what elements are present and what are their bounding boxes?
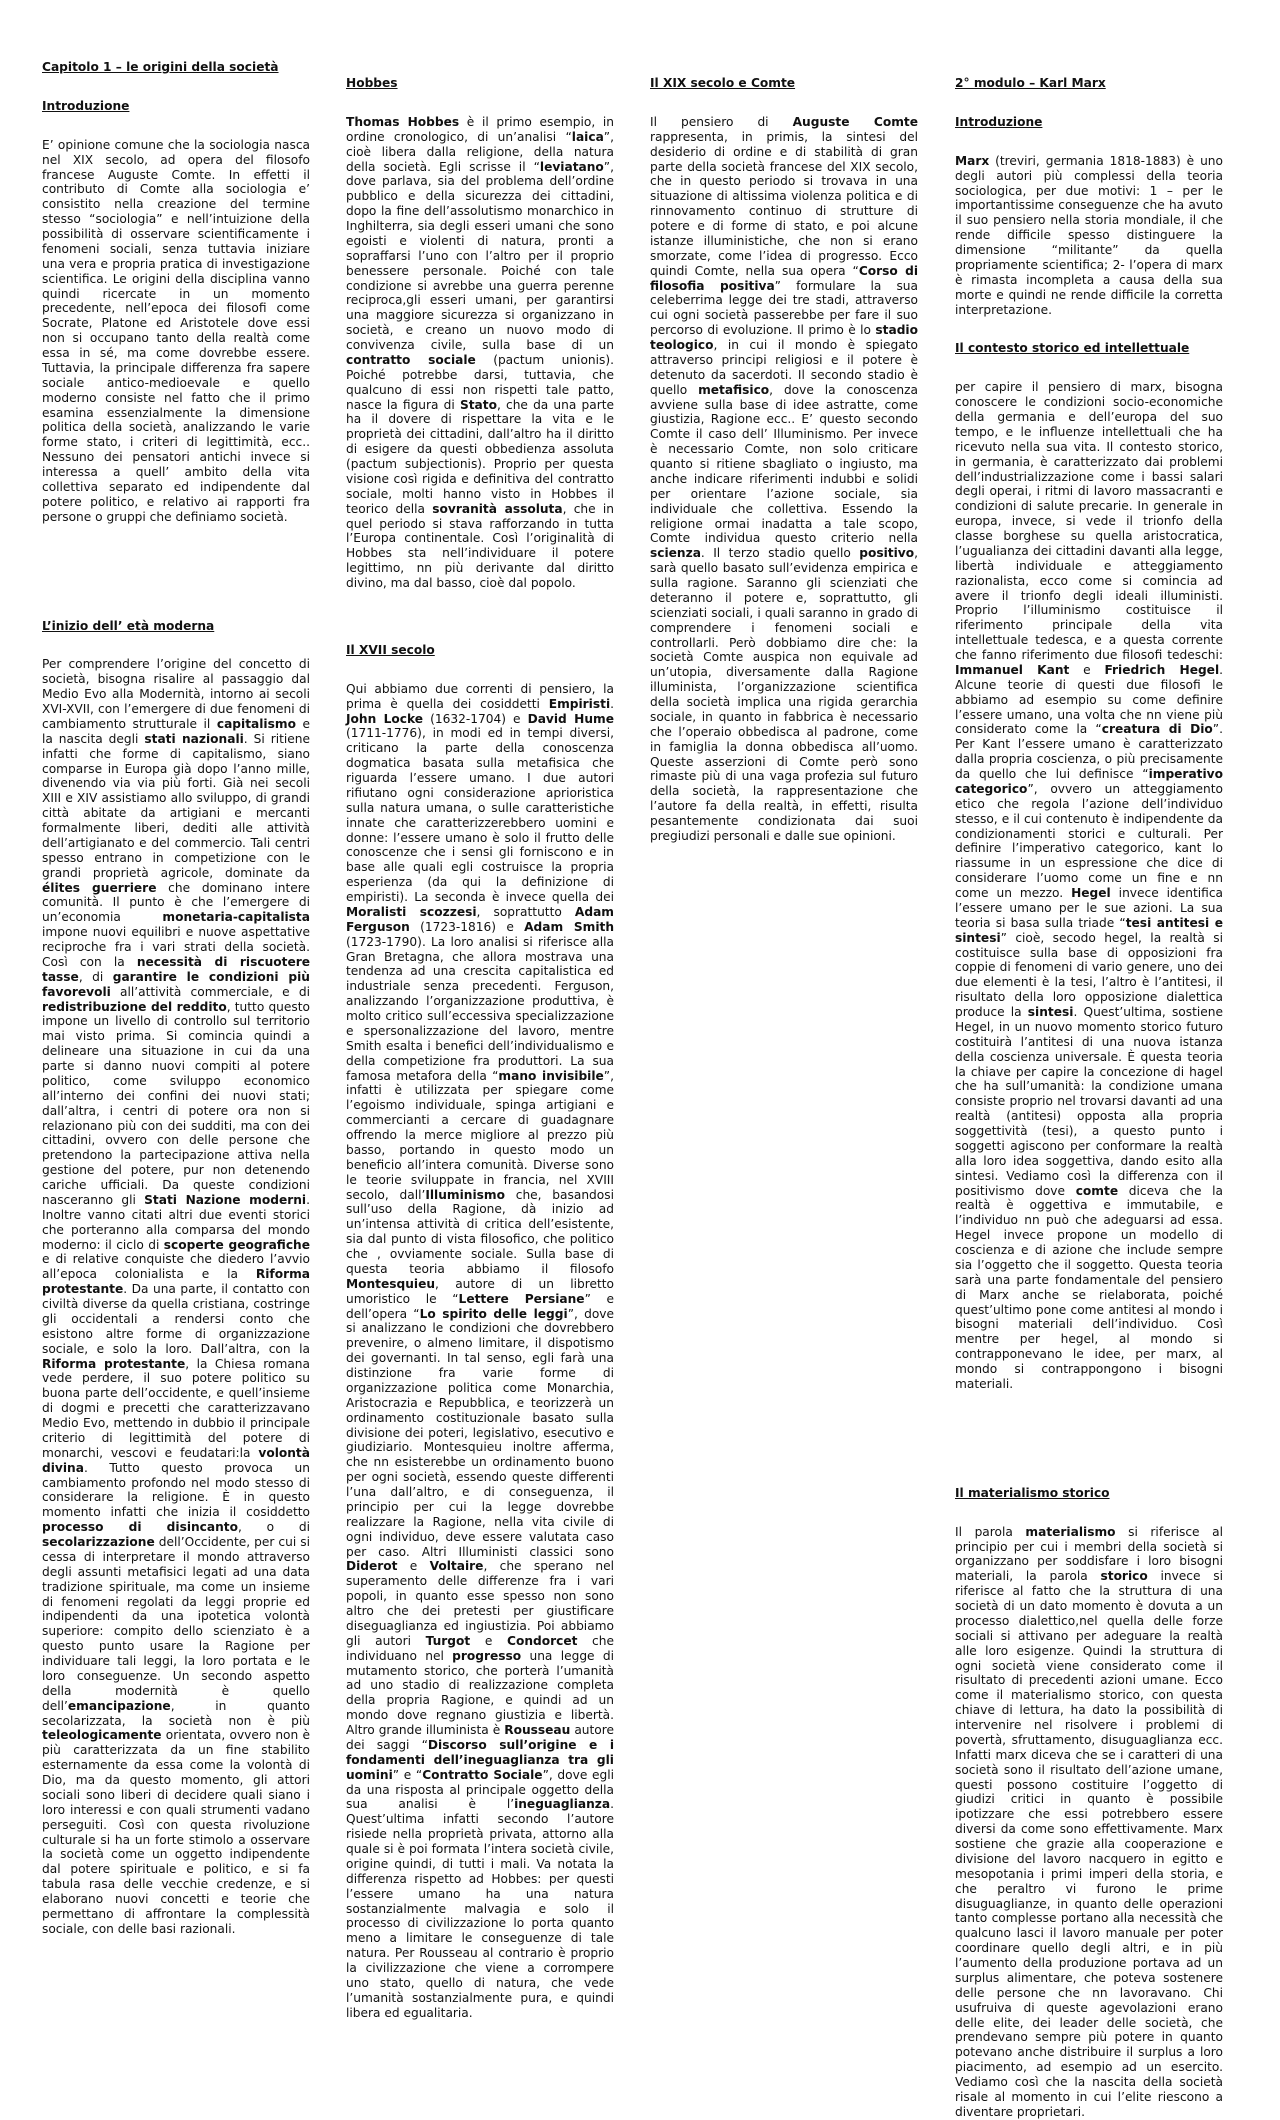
text-run: , dove la conoscenza avviene sulla base di idee astratte, come giustizia, Ragione ecc.. E’ questo secondo Comte il caso dell’ Illuminismo. Per invece è necessario Comte, non solo criticare quanto si ritiene sbagliato o ingiusto, ma anche indicare riferimenti indubbi e solidi per orientare l’azione sociale, sia individuale che collettiva. Essendo la religione ormai inadatta a tale scopo, Comte individua questo criterio nella — [650, 382, 918, 546]
section-heading-eta-moderna: L’inizio dell’ età moderna — [42, 618, 215, 633]
bold-term: Moralisti scozzesi — [346, 904, 477, 919]
bold-term: Voltaire — [429, 1559, 484, 1574]
text-run: ”, dove egli da una risposta al principale oggetto della sua analisi è l’ — [346, 1767, 614, 1812]
bold-term: Contratto Sociale — [422, 1767, 543, 1782]
bold-term: élites guerriere — [42, 880, 157, 895]
bold-term: processo di disincanto — [42, 1520, 238, 1535]
module-title: 2° modulo – Karl Marx — [955, 76, 1106, 90]
text-run: (1632-1704) e — [423, 711, 528, 726]
text-run: , che sperano nel superamento delle differenze fra i vari popoli, in quanto esse spesso non sono altro che dei pretesti per giustificare diseguaglianza ed ingiustizia. Poi abbiamo gli autori — [346, 1559, 614, 1648]
column-3 — [650, 76, 918, 844]
text-run: (1723-1790). La loro analisi si riferisce alla Gran Bretagna, che allora mostrava una tendenza ad una crescita capitalistica ed industriale senza precedenti. Ferguson, analizzando l’organizzazione produttiva, è molto critico sull’eccessiva specializzazione e spersonalizzazione del lavoro, mentre Smith esalta i benefici dell’individualismo e della competizione fra produttori. La sua famosa metafora della “ — [346, 934, 614, 1083]
text-run: che dominano intere comunità. Il punto è che l’emergere di un’economia — [42, 880, 310, 925]
bold-term: garantire le condizioni più favorevoli — [42, 969, 310, 999]
paragraph-introduzione-marx — [955, 154, 1223, 318]
bold-term: Thomas Hobbes — [346, 114, 460, 129]
text-run: ”. Per Kant l’essere umano è caratterizzato dalla propria coscienza, o più precisamente da quello che lui definisce “ — [955, 722, 1223, 781]
text-run: Il parola — [955, 1524, 1026, 1539]
column-2 — [346, 76, 614, 2021]
text-run: (pactum unionis). Poiché potrebbe darsi, tuttavia, che qualcuno di essi non rispetti tale patto, nasce la figura di — [346, 352, 614, 412]
text-run: Il pensiero di — [650, 114, 793, 129]
paragraph-contesto — [955, 380, 1223, 1392]
text-run: una legge di mutamento storico, che porterà l’umanità ad uno stadio di realizzazione completa della propria Ragione, e quindi ad un mondo dove regnano giustizia e libertà. Altro grande illuminista è — [346, 1648, 614, 1737]
bold-term: David Hume — [527, 711, 614, 726]
bold-term: leviatano — [539, 159, 604, 174]
text-run: , la Chiesa romana vede perdere, il suo potere politico su buona parte dell’occidente, e quell’insieme di dogmi e precetti che caratterizzavano Medio Evo, mettendo in dubbio il principale criterio di legittimità del potere di monarchi, vescovi e feudatari:la — [42, 1356, 310, 1460]
text-run: . Quest’ultima infatti secondo l’autore risiede nella proprietà privata, attorno alla quale si è poi formata l’intera società civile, origine quindi, di tutti i mali. Va notata la differenza rispetto ad Hobbes: per questi l’essere umano ha una natura sostanzialmente malvagia e solo il processo di civilizzazione lo porta quanto meno a limitare le conseguenze di tale natura. Per Rousseau al contrario è proprio la civilizzazione che viene a corrompere uno stato, quello di natura, che vede l’umanità sostanzialmente pura, e quindi libera ed egualitaria. — [346, 1797, 614, 2020]
text-run: che, basandosi sull’uso della Ragione, dà inizio ad un’intensa attività di critica dell’esistente, sia dal punto di vista filosofico, che politico che , ovviamente sociale. Sulla base di questa teoria abbiamo il filosofo — [346, 1187, 614, 1276]
paragraph-materialismo — [955, 1525, 1223, 2120]
paragraph-hobbes — [346, 115, 614, 591]
text-run: impone nuovi equilibri e nuove aspettative reciproche fra i vari strati della società. Così con la — [42, 925, 310, 969]
bold-term: Riforma protestante — [42, 1267, 310, 1297]
text-run: , sarà quello basato sull’evidenza empirica e sulla ragione. Saranno gli scienziati che deteranno il potere e, soprattutto, gli scienziati sociali, i quali saranno in grado di comprendere i fenomeni sociali e controllarli. Però dobbiamo dire che: la società Comte auspica non equivale ad un’utopia, diversamente dalla Ragione illuminista, l’organizzazione scientifica della società implica una rigida gerarchia sociale, in quanto in fabbrica è necessario che l’operaio obbedisca al padrone, come in famiglia la donna obbedisca all’uomo. Queste asserzioni di Comte però sono rimaste più di una vaga profezia sul futuro della società, la rappresentazione che l’autore fa della realtà, in effetti, risulta pesantemente condizionata dai suoi pregiudizi personali e dalle sue opinioni. — [650, 546, 918, 843]
text-run: Qui abbiamo due correnti di pensiero, la prima è quella dei cosiddetti — [346, 681, 614, 711]
bold-term: Adam Ferguson — [346, 904, 614, 934]
bold-term: Corso di filosofia positiva — [650, 263, 919, 293]
bold-term: capitalismo — [216, 716, 296, 731]
bold-term: laica — [571, 129, 604, 144]
bold-term: Diderot — [346, 1559, 398, 1574]
paragraph-comte — [650, 115, 918, 844]
bold-term: imperativo categorico — [955, 767, 1223, 796]
text-run: (1711-1776), in modi ed in tempi diversi, criticano la parte della conoscenza dogmatica basata sulla metafisica che riguarda l’essere umano. I due autori rifiutano ogni considerazione aprioristica sulla natura umana, o sulle caratteristiche innate che caratterizzerebbero uomini e donne: l’essere umano è solo il frutto delle conoscenze che i sensi gli forniscono e in base alle quali egli costruisce la propria esperienza (da qui la definizione di empiristi). La seconda è invece quella dei — [346, 726, 614, 904]
bold-term: Condorcet — [507, 1633, 578, 1648]
text-run: , soprattutto — [476, 904, 575, 919]
bold-term: scoperte geografiche — [163, 1237, 310, 1252]
bold-term: Empiristi — [548, 696, 611, 711]
text-run: , che da una parte ha il dovere di rispettare la vita e le proprietà dei cittadini, dall’altro ha il diritto di esigere da questi obbedienza assoluta (pactum subjectionis). Proprio per questa visione così rigida e definitiva del contratto sociale, molti hanno visto in Hobbes il teorico della — [346, 397, 614, 516]
bold-term: storico — [1100, 1569, 1148, 1584]
bold-term: Adam Smith — [524, 919, 614, 934]
text-run: si riferisce al principio per cui i membri della società si organizzano per soddisfare i loro bisogni materiali, la parola — [955, 1524, 1223, 1584]
text-run: e — [1069, 662, 1105, 677]
text-run: invece si riferisce al fatto che la struttura di una società di un dato momento è dovuta a un processo dialettico,nel quella delle forze sociali si attivano per adeguare la realtà alle loro esigenze. Quindi la struttura di ogni società viene considerato come il risultato di precedenti azioni umane. Ecco come il materialismo storico, con questa chiave di lettura, ha dato la possibilità di intervenire nel risolvere i problemi di povertà, sfruttamento, disuguaglianza ecc. Infatti marx diceva che se i caratteri di una società sono il risultato dell’azione umane, questi possono costituire l’oggetto di giudizi critici in quanto è possibile ipotizzare che essi potrebbero essere diversi da come sono effettivamente. Marx sostiene che grazie alla cooperazione e divisione del lavoro nacquero in egitto e mesopotania i primi imperi della storia, e che peraltro vi furono le prime disuguaglianze, in quanto delle operazioni tanto complesse portano alla necessità che qualcuno lasci il lavoro manuale per poter coordinare quello degli altri, e in più l’aumento della produzione portava ad un surplus alimentare, che poteva sostenere delle persone che nn lavoravano. Chi usufruiva di queste agevolazioni erano delle elite, dei leader delle società, che prendevano sempre più potere in quanto potevano anche distribuire il surplus a loro piacimento, ad esempio ad un esercito. Vediamo così che la nascita della società risale al momento in cui l’elite riescono a diventare proprietari. — [955, 1569, 1223, 2119]
bold-term: positivo — [859, 546, 915, 561]
bold-term: teleologicamente — [42, 1728, 162, 1743]
bold-term: Hegel — [1071, 886, 1111, 900]
text-run: e di relative conquiste che diedero l’avvio all’epoca colonialista e la — [42, 1252, 310, 1282]
text-run: . Da una parte, il contatto con civiltà diverse da quella cristiana, costringe gli occidentali a rendersi conto che esistono altre forme di organizzazione sociale, e solo la loro. Dall’altra, con la — [42, 1282, 310, 1356]
text-run: autore dei saggi “ — [346, 1723, 614, 1752]
text-run: invece identifica l’essere umano per le sue azioni. La sua teoria si basa sulla triade “ — [955, 886, 1223, 930]
text-run: che individuano nel — [346, 1633, 614, 1663]
section-heading-xvii-secolo: Il XVII secolo — [346, 642, 435, 657]
text-run: (1723-1816) e — [409, 919, 525, 934]
bold-term: necessità di riscuotere tasse — [42, 954, 311, 984]
text-run: è il primo esempio, in ordine cronologico, di un’analisi “ — [346, 114, 614, 144]
text-run: ”, dove si analizzano le condizioni che dovrebbero prevenire, o almeno limitare, il dispotismo dei governanti. In tal senso, egli farà una distinzione fra varie forme di organizzazione politica come Monarchia, Aristocrazia e Repubblica, e teorizzerà un ordinamento costituzionale basato sulla divisione dei poteri, legislativo, esecutivo e giudiziario. Montesquieu inoltre afferma, che nn esisterebbe un ordinamento buono per ogni società, essendo queste differenti l’una dall’altro, e di conseguenza, il principio per cui la legge dovrebbe realizzare la Ragione, nella vita civile di ogni individuo, deve essere valutata caso per caso. Altri Illuministi classici sono — [346, 1306, 614, 1559]
text-run: ”, ovvero un atteggiamento etico che regola l’azione dell’individuo stesso, e il cui contenuto è indipendente da condizionamenti storici e culturali. Per definire l’imperativo categorico, kant lo riassume in un espressione che dice di considerare l’uomo come un fine e nn come un mezzo. — [955, 781, 1223, 900]
column-4 — [955, 76, 1223, 2120]
text-run: . Alcune teorie di questi due filosofi le abbiamo ad esempio su come definire l’essere umano, una volta che nn viene più considerato come la “ — [955, 662, 1223, 737]
text-run: , o di — [238, 1520, 310, 1535]
text-run: dell’Occidente, per cui si cessa di interpretare il mondo attraverso degli assunti metafisici legati ad una data tradizione spirituale, ma come un insieme di fenomeni regolati da leggi proprie ed indipendenti da una ipotetica volontà superiore: compito dello scienziato è a questo punto usare la Ragione per individuare tali leggi, la loro portata e le loro conseguenze. Un secondo aspetto della modernità è quello dell’ — [42, 1535, 310, 1713]
bold-term: volontà divina — [42, 1445, 310, 1475]
bold-term: metafisico — [698, 382, 770, 397]
paragraph-eta-moderna — [42, 657, 310, 1936]
bold-term: ineguaglianza — [514, 1797, 611, 1812]
text-run: ” e “ — [392, 1767, 423, 1782]
bold-term: Friedrich Hegel — [1104, 662, 1220, 677]
chapter-title: Capitolo 1 – le origini della società — [42, 60, 279, 74]
text-run: ”, cioè libera dalla religione, della natura della società. Egli scrisse il “ — [346, 129, 614, 174]
column-1 — [42, 60, 310, 1937]
text-run: Per comprendere l’origine del concetto di società, bisogna risalire al passaggio dal Medio Evo alla Modernità, intorno ai secoli XVI-XVII, con l’emergere di due fenomeni di cambiamento strutturale il — [42, 657, 310, 731]
bold-term: progresso — [452, 1648, 522, 1663]
section-heading-contesto: Il contesto storico ed intellettuale — [955, 341, 1190, 356]
bold-term: monetaria-capitalista — [162, 910, 310, 925]
bold-term: John Locke — [346, 711, 424, 726]
text-run: e — [470, 1633, 507, 1648]
text-run: e la nascita degli — [42, 716, 310, 746]
section-heading-comte: Il XIX secolo e Comte — [650, 76, 796, 90]
bold-term: Discorso sull’origine e i fondamenti dell’ineguaglianza tra gli uomini — [346, 1737, 614, 1782]
bold-term: sovranità assoluta — [432, 501, 563, 516]
text-run: . Quest’ultima, sostiene Hegel, in un nuovo momento storico futuro costituirà l’antitesi di una nuova istanza della coscienza universale. È questa teoria la chiave per capire la concezione di hagel che ha sull’umanità: la condizione umana consiste proprio nel trovarsi davanti ad una realtà (antitesi) opposta alla propria soggettività (tesi), a questo punto i soggetti agiscono per conformare la realtà alla loro idea soggettiva, dando esito alla sintesi. Vediamo così la differenza con il positivismo dove — [955, 1005, 1223, 1198]
bold-term: Auguste Comte — [792, 114, 918, 129]
text-run: ”, infatti è utilizzata per spiegare come l’egoismo individuale, spinga artigiani e commercianti a cercare di guadagnare offrendo la merce migliore al prezzo più basso, portando in questo modo un beneficio all’intera comunità. Diverse sono le teorie sviluppate in francia, nel XVIII secolo, dall’ — [346, 1068, 614, 1202]
bold-term: Rousseau — [504, 1723, 571, 1737]
bold-term: comte — [1075, 1183, 1119, 1198]
text-run: . Inoltre vanno citati altri due eventi storici che porteranno alla comparsa del mondo moderno: il ciclo di — [42, 1192, 310, 1252]
bold-term: tesi antitesi e sintesi — [955, 915, 1224, 945]
bold-term: Stati Nazione moderni — [144, 1192, 307, 1207]
text-run: , in cui il mondo è spiegato attraverso principi religiosi e il potere è detenuto da sacerdoti. Il secondo stadio è quello — [650, 338, 918, 397]
text-run: ” cioè, secodo hegel, la realtà si costituisce sulla base di opposizioni fra coppie di fenomeni di vario genere, uno dei due elementi è la tesi, l’altro è l’antitesi, il risultato della loro opposizione dialettica produce la — [955, 930, 1223, 1019]
text-run: ”, dove parlava, sia del problema dell’ordine pubblico e della sicurezza dei cittadini, dopo la fine dell’assolutismo monarchico in Inghilterra, sia degli esseri umani che sono egoisti e violenti di natura, pronti a sopraffarsi l’uno con l’altro per il proprio benessere personale. Poiché con tale condizione si avrebbe una guerra perenne reciproca,gli esseri umani, per garantirsi una maggiore sicurezza si organizzano in società, e creano un nuovo modo di convivenza civile, sulla base di un — [346, 159, 614, 352]
text-run: . Il terzo stadio quello — [700, 546, 860, 561]
bold-term: Stato — [459, 397, 497, 412]
bold-term: sintesi — [1027, 1005, 1074, 1019]
bold-term: Illuminismo — [425, 1187, 505, 1202]
bold-term: stadio teologico — [650, 323, 918, 352]
bold-term: Lettere Persiane — [458, 1291, 585, 1306]
paragraph-xvii-secolo — [346, 682, 614, 2021]
text-run: per capire il pensiero di marx, bisogna conoscere le condizioni socio-economiche della germania e dell’europa del suo tempo, e le influenze intellettuali che ha ricevuto nella sua vita. Il contesto storico, in germania, è caratterizzato dai problemi dell’industrializzazione come i bassi salari degli operai, i ritmi di lavoro massacranti e condizioni di salute precarie. In generale in europa, invece, si vede il trionfo della classe borghese su quella aristocratica, l’ugualianza dei cittadini davanti alla legge, libertà individuale e atteggiamento razionalista, ecco come si comincia ad avere il trionfo degli ideali illuministi. Proprio l’illuminismo costituisce il riferimento principale della vita intellettuale tedesca, e a questa corrente che fanno riferimento due filosofi tedeschi: — [955, 380, 1223, 662]
bold-term: mano invisibile — [498, 1068, 604, 1083]
bold-term: Lo spirito delle leggi — [419, 1306, 568, 1321]
text-run: . Tutto questo provoca un cambiamento profondo nel modo stesso di considerare la religione. È in questo momento infatti che inizia il cosiddetto — [42, 1460, 310, 1520]
section-heading-introduzione-marx: Introduzione — [955, 114, 1043, 129]
bold-term: Marx — [955, 153, 990, 168]
bold-term: Riforma protestante — [42, 1356, 186, 1371]
text-run: ” e dell’opera “ — [346, 1291, 614, 1321]
section-heading-materialismo: Il materialismo storico — [955, 1485, 1110, 1500]
bold-term: scienza — [650, 546, 701, 561]
text-run: (treviri, germania 1818-1883) è uno degli autori più complessi della teoria sociologica, per due motivi: 1 – per le importantissime conseguenze che ha avuto il suo pensiero nella storia mondiale, il che rende difficile spesso distinguere la dimensione “militante” da quella propriamente scientifica; 2- l’opera di marx è rimasta incompleta a causa della sua morte e quindi ne rende difficile la corretta interpretazione. — [955, 153, 1223, 317]
text-run: , che in quel periodo si stava rafforzando in tutta l’Europa continentale. Così l’originalità di Hobbes sta nell’individuare il potere legittimo, nn più derivante dal diritto divino, ma dal basso, cioè dal popolo. — [346, 501, 615, 590]
text-run: . Si ritiene infatti che forme di capitalismo, siano comparse in Europa già dopo l’anno mille, divenendo via via più forti. Già nei secoli XIII e XIV assistiamo allo sviluppo, di grandi città abitate da artigiani e mercanti formalmente liberi, dediti alle attività dell’artigianato e del commercio. Tali centri spesso entrano in competizione con le grandi proprietà agricole, dominate da — [42, 731, 310, 880]
bold-term: creatura di Dio — [1101, 722, 1213, 737]
bold-term: contratto sociale — [346, 352, 476, 367]
bold-term: redistribuzione del reddito — [42, 999, 227, 1014]
text-run: . — [610, 696, 614, 711]
text-run: orientata, ovvero non è più caratterizzata da un fine stabilito esternamente da essa come la volontà di Dio, ma da questo momento, gli attori sociali sono liberi di decidere quali siano i loro interessi e con quali strumenti vadano perseguiti. Così con questa rivoluzione culturale si ha un forte stimolo a osservare la società come un oggetto indipendente dal potere spirituale e politico, e si fa tabula rasa delle vecchie credenze, e si elaborano nuovi concetti e teorie che permettano di affrontare la complessità sociale, con delle basi razionali. — [42, 1728, 310, 1936]
section-heading-hobbes: Hobbes — [346, 76, 398, 90]
text-run: E’ opinione comune che la sociologia nasca nel XIX secolo, ad opera del filosofo francese Auguste Comte. In effetti il contributo di Comte alla sociologia e’ consistito nella creazione del termine stesso “sociologia” e nell’intuizione della possibilità di osservare scientificamente i fenomeni sociali, senza tuttavia iniziare una vera e propria pratica di investigazione scientifica. Le origini della disciplina vanno quindi ricercate in un momento precedente, nell’epoca dei filosofi come Socrate, Platone ed Aristotele dove essi non si occupano tanto della realtà come essa in sé, ma come dovrebbe essere. Tuttavia, la principale differenza fra sapere sociale antico-medioevale e quello moderno consiste nel fatto che il primo esamina essenzialmente la dimensione politica della società, analizzando le varie forme stato, i criteri di legittimità, ecc.. Nessuno dei pensatori antichi invece si interessa a quell’ ambito della vita collettiva separato ed indipendente dal potere politico, e relativo ai rapporti fra persone o gruppi che definiamo società. — [42, 137, 310, 524]
bold-term: secolarizzazione — [42, 1535, 155, 1549]
bold-term: Montesquieu — [346, 1276, 436, 1291]
bold-term: materialismo — [1025, 1524, 1116, 1539]
text-run: , autore di un libretto umoristico le “ — [346, 1276, 614, 1306]
text-run: e — [397, 1559, 430, 1574]
text-run: all’attività commerciale, e di — [110, 984, 310, 999]
text-run: , in quanto secolarizzata, la società non è più — [42, 1698, 310, 1728]
bold-term: Immanuel Kant — [955, 662, 1070, 677]
paragraph-introduzione — [42, 138, 310, 525]
text-run: rappresenta, in primis, la sintesi del desiderio di ordine e di stabilità di gran parte della società francese del XIX secolo, che in questo periodo si trovava in una situazione di altissima violenza politica e di rinnovamento continuo di strutture di potere e di forme di stato, e poi alcune istanze illuministiche, che non si erano smorzate, come l’idea di progresso. Ecco quindi Comte, nella sua opera “ — [650, 129, 918, 278]
text-run: , di — [78, 969, 113, 984]
text-run: ” formulare la sua celeberrima legge dei tre stadi, attraverso cui ogni società passerebbe per fare il suo percorso di evoluzione. Il primo è lo — [650, 278, 918, 338]
bold-term: stati nazionali — [144, 731, 244, 746]
text-run: diceva che la realtà è oggettiva e immutabile, e l’individuo nn può che adeguarsi ad essa. Hegel invece propone un modello di coscienza e di azione che include sempre sia l’oggetto che il soggetto. Questa teoria sarà una parte fondamentale del pensiero di Marx anche se rielaborata, poiché quest’ultimo pone come antitesi al mondo i bisogni materiali dell’individuo. Così mentre per hegel, al mondo si contrapponevano le idee, per marx, al mondo si contrappongono i bisogni materiali. — [955, 1183, 1223, 1391]
section-heading-introduzione: Introduzione — [42, 98, 130, 113]
bold-term: emancipazione — [67, 1698, 171, 1713]
text-run: , tutto questo impone un livello di controllo sul territorio mai visto prima. Si comincia quindi a delineare una situazione in cui da una parte si danno nuovi compiti al potere politico, come sviluppo economico all’interno dei confini dei nuovi stati; dall’altra, i centri di potere ora non si relazionano più con dei sudditi, ma con dei cittadini, ovvero con delle persone che pretendono la partecipazione attiva nella gestione del potere, pur non detenendo cariche ufficiali. Da queste condizioni nasceranno gli — [42, 999, 310, 1207]
bold-term: Turgot — [425, 1633, 471, 1648]
